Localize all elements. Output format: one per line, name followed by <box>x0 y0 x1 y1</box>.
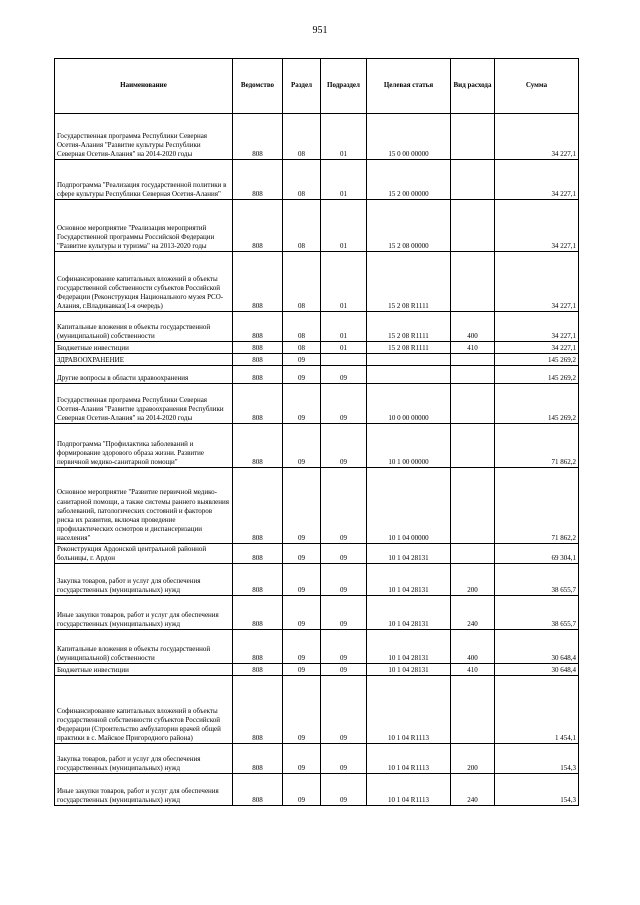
row-target-article-cell: 10 1 04 00000 <box>367 468 451 544</box>
header-expense-type: Вид расхода <box>451 59 495 114</box>
row-target-article-cell: 10 1 04 28131 <box>367 544 451 564</box>
row-section-cell: 09 <box>283 676 321 744</box>
table-row <box>55 200 579 252</box>
row-expense-type-cell <box>451 676 495 744</box>
row-expense-type-cell <box>451 252 495 312</box>
row-subsection-cell: 09 <box>321 676 367 744</box>
table-row <box>55 744 579 774</box>
row-section-cell: 09 <box>283 384 321 424</box>
table-row <box>55 366 579 384</box>
table-row <box>55 384 579 424</box>
header-name: Наименование <box>55 59 233 114</box>
row-name-cell: Закупка товаров, работ и услуг для обеспечения государственных (муниципальных) нужд <box>55 564 233 596</box>
row-section-cell: 09 <box>283 468 321 544</box>
table-row <box>55 664 579 676</box>
row-sum-cell: 34 227,1 <box>495 342 579 354</box>
row-sum-cell: 30 648,4 <box>495 664 579 676</box>
row-department-cell: 808 <box>233 564 283 596</box>
row-subsection-cell: 01 <box>321 312 367 342</box>
row-name-cell: Бюджетные инвестиции <box>55 664 233 676</box>
row-name-cell: Софинансирование капитальных вложений в объекты государственной собственности субъектов Российской Федерации (Строительство амбулатории врачей общей практики в с. Майское Пригородного района) <box>55 676 233 744</box>
row-subsection-cell: 09 <box>321 630 367 664</box>
row-sum-cell: 145 269,2 <box>495 354 579 366</box>
row-target-article-cell: 15 2 08 R1111 <box>367 312 451 342</box>
row-sum-cell: 30 648,4 <box>495 630 579 664</box>
row-target-article-cell: 10 1 04 28131 <box>367 596 451 630</box>
row-subsection-cell: 09 <box>321 774 367 806</box>
header-subsection: Подраздел <box>321 59 367 114</box>
row-subsection-cell: 09 <box>321 664 367 676</box>
row-subsection-cell: 09 <box>321 596 367 630</box>
table-row <box>55 424 579 468</box>
row-expense-type-cell: 200 <box>451 744 495 774</box>
row-section-cell: 09 <box>283 596 321 630</box>
row-subsection-cell: 09 <box>321 564 367 596</box>
row-sum-cell: 154,3 <box>495 744 579 774</box>
row-expense-type-cell: 400 <box>451 312 495 342</box>
table-row <box>55 774 579 806</box>
row-target-article-cell <box>367 366 451 384</box>
row-sum-cell: 34 227,1 <box>495 252 579 312</box>
header-target-article: Целевая статья <box>367 59 451 114</box>
row-target-article-cell: 15 2 08 R1111 <box>367 342 451 354</box>
table-row <box>55 630 579 664</box>
header-sum: Сумма <box>495 59 579 114</box>
table-row <box>55 354 579 366</box>
table-row <box>55 114 579 160</box>
table-row <box>55 312 579 342</box>
row-department-cell: 808 <box>233 252 283 312</box>
row-target-article-cell: 15 2 00 00000 <box>367 160 451 200</box>
row-section-cell: 08 <box>283 252 321 312</box>
row-name-cell: Капитальные вложения в объекты государственной (муниципальной) собственности <box>55 630 233 664</box>
row-subsection-cell: 01 <box>321 342 367 354</box>
table-row <box>55 564 579 596</box>
row-department-cell: 808 <box>233 312 283 342</box>
row-expense-type-cell: 400 <box>451 630 495 664</box>
table-row <box>55 342 579 354</box>
row-expense-type-cell <box>451 384 495 424</box>
row-sum-cell: 1 454,1 <box>495 676 579 744</box>
row-section-cell: 09 <box>283 564 321 596</box>
row-expense-type-cell: 200 <box>451 564 495 596</box>
row-sum-cell: 34 227,1 <box>495 200 579 252</box>
row-sum-cell: 71 862,2 <box>495 424 579 468</box>
row-name-cell: Реконструкция Ардонской центральной районной больницы, г. Ардон <box>55 544 233 564</box>
row-sum-cell: 145 269,2 <box>495 366 579 384</box>
row-section-cell: 08 <box>283 200 321 252</box>
row-department-cell: 808 <box>233 544 283 564</box>
row-department-cell: 808 <box>233 774 283 806</box>
row-sum-cell: 71 862,2 <box>495 468 579 544</box>
row-name-cell: Подпрограмма "Профилактика заболеваний и формирование здорового образа жизни. Развитие первичной медико-санитарной помощи" <box>55 424 233 468</box>
row-subsection-cell: 01 <box>321 160 367 200</box>
row-target-article-cell: 10 0 00 00000 <box>367 384 451 424</box>
row-department-cell: 808 <box>233 664 283 676</box>
row-section-cell: 09 <box>283 664 321 676</box>
row-name-cell: Государственная программа Республики Северная Осетия-Алания "Развитие здравоохранения Республики Северная Осетия-Алания" на 2014-2020 годы <box>55 384 233 424</box>
row-target-article-cell: 10 1 04 28131 <box>367 630 451 664</box>
row-target-article-cell <box>367 354 451 366</box>
row-name-cell: Иные закупки товаров, работ и услуг для обеспечения государственных (муниципальных) нужд <box>55 596 233 630</box>
row-department-cell: 808 <box>233 424 283 468</box>
row-subsection-cell: 09 <box>321 544 367 564</box>
row-expense-type-cell <box>451 544 495 564</box>
row-target-article-cell: 10 1 00 00000 <box>367 424 451 468</box>
row-expense-type-cell <box>451 354 495 366</box>
row-subsection-cell: 09 <box>321 366 367 384</box>
row-name-cell: Подпрограмма "Реализация государственной политики в сфере культуры Республики Северная Осетия-Алания" <box>55 160 233 200</box>
row-sum-cell: 145 269,2 <box>495 384 579 424</box>
row-section-cell: 08 <box>283 160 321 200</box>
row-target-article-cell: 15 0 00 00000 <box>367 114 451 160</box>
row-name-cell: Иные закупки товаров, работ и услуг для обеспечения государственных (муниципальных) нужд <box>55 774 233 806</box>
row-name-cell: ЗДРАВООХРАНЕНИЕ <box>55 354 233 366</box>
row-expense-type-cell <box>451 114 495 160</box>
row-expense-type-cell: 410 <box>451 342 495 354</box>
row-expense-type-cell <box>451 366 495 384</box>
row-section-cell: 09 <box>283 744 321 774</box>
row-name-cell: Другие вопросы в области здравоохранения <box>55 366 233 384</box>
row-section-cell: 09 <box>283 424 321 468</box>
row-name-cell: Основное мероприятие "Реализация мероприятий Государственной программы Российской Федерации "Развитие культуры и туризма" на 2013-2020 годы <box>55 200 233 252</box>
row-target-article-cell: 10 1 04 R1113 <box>367 676 451 744</box>
row-subsection-cell: 01 <box>321 114 367 160</box>
row-name-cell: Закупка товаров, работ и услуг для обеспечения государственных (муниципальных) нужд <box>55 744 233 774</box>
row-department-cell: 808 <box>233 114 283 160</box>
row-department-cell: 808 <box>233 630 283 664</box>
row-subsection-cell: 09 <box>321 468 367 544</box>
row-sum-cell: 34 227,1 <box>495 312 579 342</box>
row-subsection-cell: 09 <box>321 424 367 468</box>
row-sum-cell: 34 227,1 <box>495 114 579 160</box>
page-number: 951 <box>312 25 328 36</box>
row-department-cell: 808 <box>233 468 283 544</box>
row-section-cell: 08 <box>283 342 321 354</box>
row-expense-type-cell <box>451 200 495 252</box>
row-name-cell: Основное мероприятие "Развитие первичной медико-санитарной помощи, а также системы раннего выявления заболеваний, патологических состояний и факторов риска их развития, включая проведение профилактических осмотров и диспансеризации населения" <box>55 468 233 544</box>
table-row <box>55 544 579 564</box>
row-sum-cell: 69 304,1 <box>495 544 579 564</box>
row-sum-cell: 38 655,7 <box>495 596 579 630</box>
row-expense-type-cell: 410 <box>451 664 495 676</box>
row-expense-type-cell: 240 <box>451 774 495 806</box>
budget-table <box>54 58 579 806</box>
table-row <box>55 596 579 630</box>
row-sum-cell: 38 655,7 <box>495 564 579 596</box>
row-subsection-cell: 09 <box>321 384 367 424</box>
row-section-cell: 08 <box>283 114 321 160</box>
row-department-cell: 808 <box>233 200 283 252</box>
row-expense-type-cell: 240 <box>451 596 495 630</box>
row-subsection-cell <box>321 354 367 366</box>
row-section-cell: 09 <box>283 774 321 806</box>
row-target-article-cell: 15 2 08 00000 <box>367 200 451 252</box>
row-department-cell: 808 <box>233 676 283 744</box>
row-name-cell: Государственная программа Республики Северная Осетия-Алания "Развитие культуры Республики Северная Осетия-Алания" на 2014-2020 годы <box>55 114 233 160</box>
row-section-cell: 09 <box>283 366 321 384</box>
row-target-article-cell: 10 1 04 28131 <box>367 664 451 676</box>
row-expense-type-cell <box>451 468 495 544</box>
header-row <box>55 59 579 114</box>
row-department-cell: 808 <box>233 366 283 384</box>
row-subsection-cell: 09 <box>321 744 367 774</box>
row-name-cell: Капитальные вложения в объекты государственной (муниципальной) собственности <box>55 312 233 342</box>
row-department-cell: 808 <box>233 384 283 424</box>
row-sum-cell: 34 227,1 <box>495 160 579 200</box>
table-row <box>55 676 579 744</box>
row-expense-type-cell <box>451 160 495 200</box>
row-target-article-cell: 10 1 04 28131 <box>367 564 451 596</box>
row-section-cell: 08 <box>283 312 321 342</box>
row-name-cell: Софинансирование капитальных вложений в объекты государственной собственности субъектов Российской Федерации (Реконструкция Национального музея РСО-Алания, г.Владикавказ(1-я очередь) <box>55 252 233 312</box>
row-target-article-cell: 10 1 04 R1113 <box>367 774 451 806</box>
row-target-article-cell: 15 2 08 R1111 <box>367 252 451 312</box>
row-department-cell: 808 <box>233 160 283 200</box>
row-subsection-cell: 01 <box>321 252 367 312</box>
row-name-cell: Бюджетные инвестиции <box>55 342 233 354</box>
header-department: Ведомство <box>233 59 283 114</box>
table-row <box>55 160 579 200</box>
header-section: Раздел <box>283 59 321 114</box>
row-department-cell: 808 <box>233 342 283 354</box>
row-section-cell: 09 <box>283 354 321 366</box>
row-expense-type-cell <box>451 424 495 468</box>
row-sum-cell: 154,3 <box>495 774 579 806</box>
row-section-cell: 09 <box>283 544 321 564</box>
table-row <box>55 252 579 312</box>
row-subsection-cell: 01 <box>321 200 367 252</box>
row-target-article-cell: 10 1 04 R1113 <box>367 744 451 774</box>
row-department-cell: 808 <box>233 744 283 774</box>
row-section-cell: 09 <box>283 630 321 664</box>
row-department-cell: 808 <box>233 354 283 366</box>
table-row <box>55 468 579 544</box>
row-department-cell: 808 <box>233 596 283 630</box>
